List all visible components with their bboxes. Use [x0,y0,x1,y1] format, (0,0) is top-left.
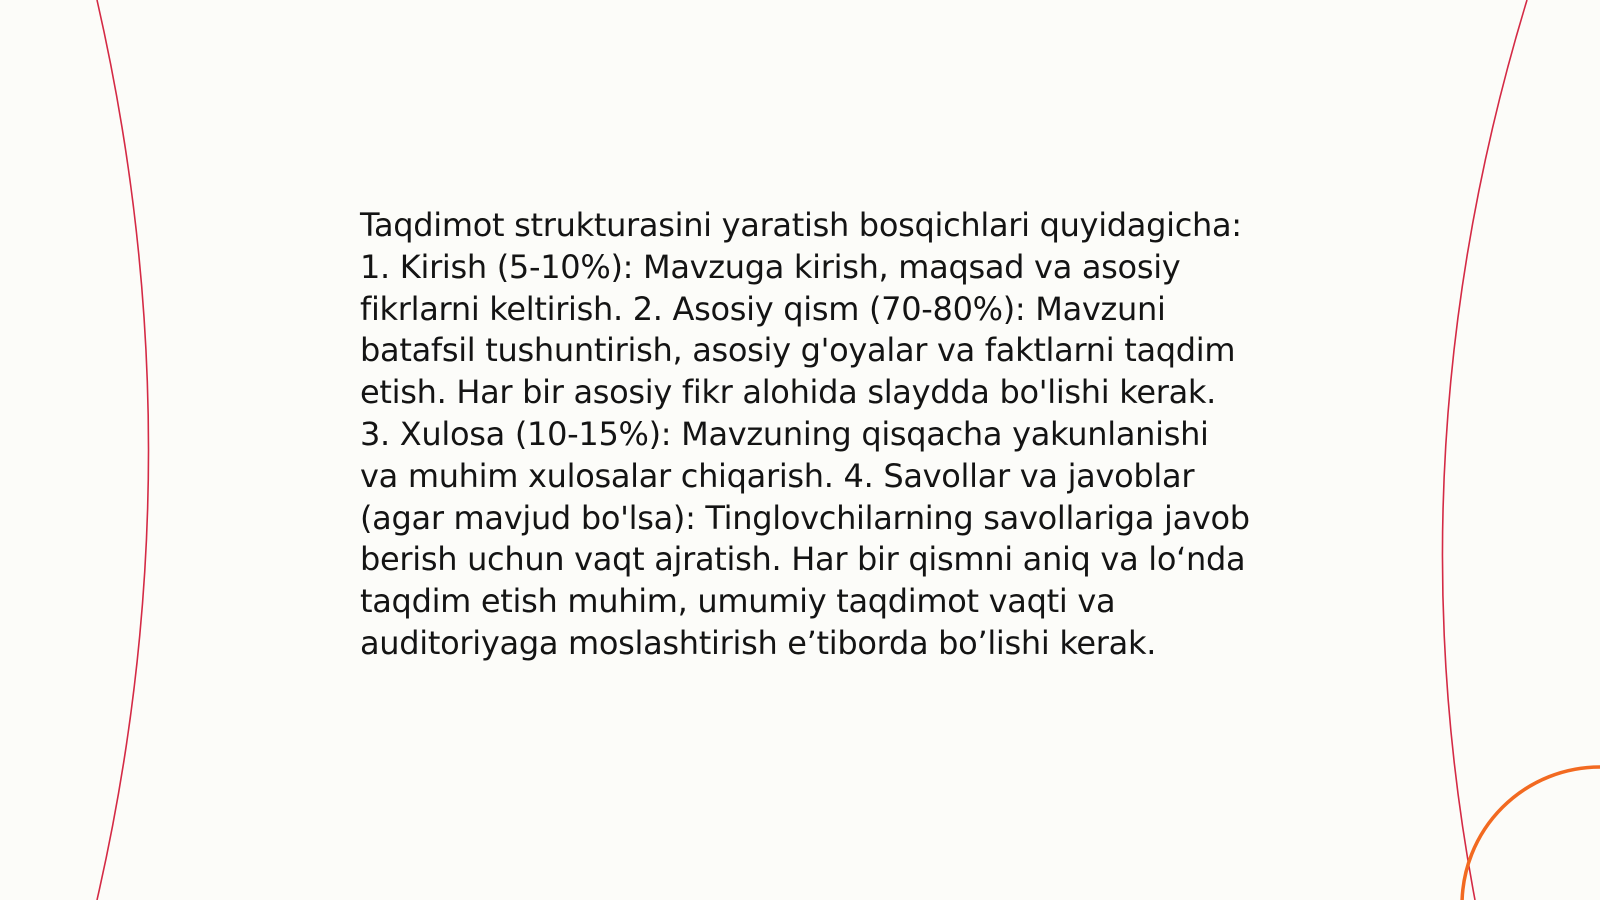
slide-body-text: Taqdimot strukturasini yaratish bosqichlari quyidagicha: 1. Kirish (5-10%): Mavzuga kirish, maqsad va asosiy fikrlarni keltirish. 2. Asosiy qism (70-80%): Mavzuni batafsil tushuntirish, asosiy g'oyalar va faktlarni taqdim etish. Har bir asosiy fikr alohida slaydda bo'lishi kerak. 3. Xulosa (10-15%): Mavzuning qisqacha yakunlanishi va muhim xulosalar chiqarish. 4. Savollar va javoblar (agar mavjud bo'lsa): Tinglovchilarning savollariga javob berish uchun vaqt ajratish. Har bir qismni aniq va lo‘nda taqdim etish muhim, umumiy taqdimot vaqti va auditoriyaga moslashtirish e’tiborda bo’lishi kerak. [360,206,1250,662]
corner-arc [1462,767,1600,900]
right-arc-line [1442,0,1527,900]
left-arc-line [97,0,149,900]
